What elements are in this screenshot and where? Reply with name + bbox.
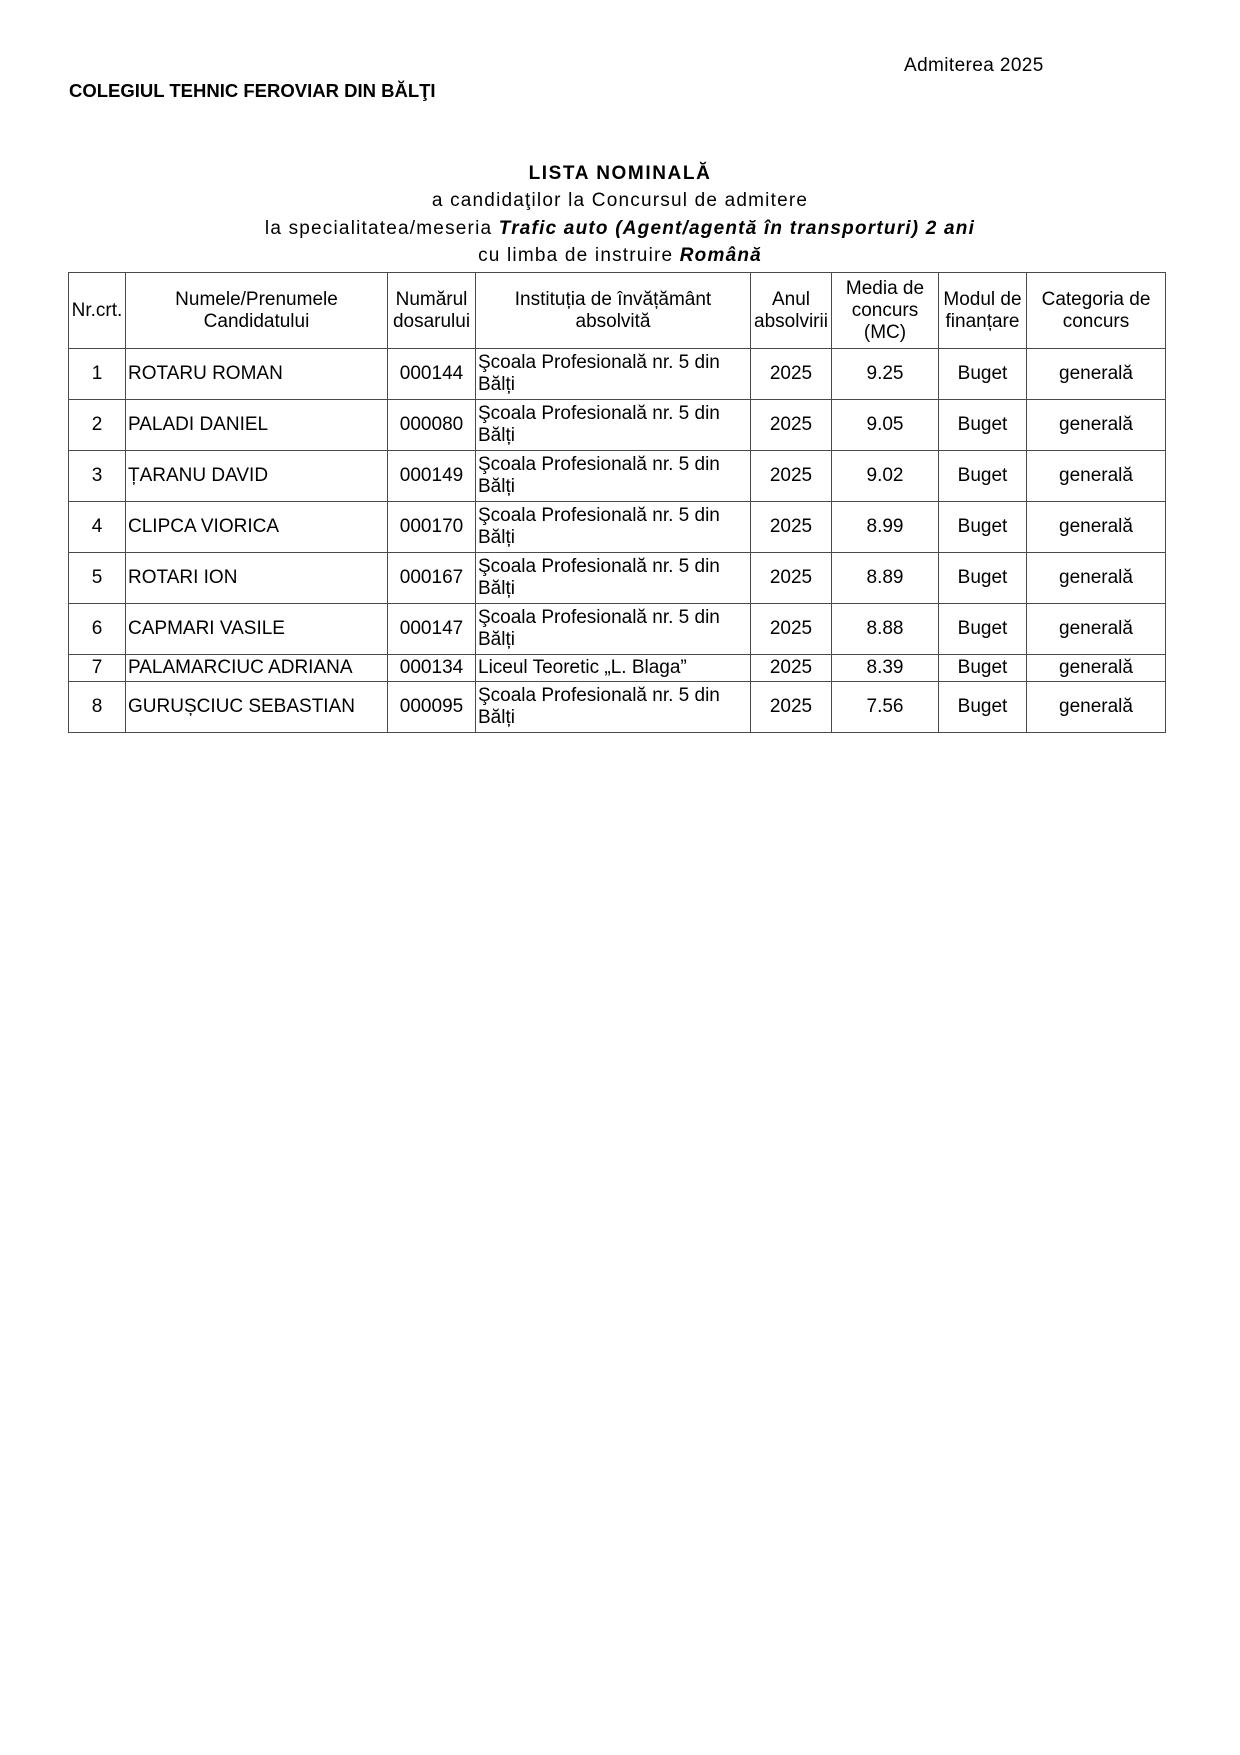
table-row <box>69 451 1166 502</box>
table-header-row <box>69 273 1166 349</box>
admission-year: Admiterea 2025 <box>904 55 1044 76</box>
table-row <box>69 604 1166 655</box>
cell-nr: 3 <box>69 451 126 502</box>
cell-category: generală <box>1027 553 1166 604</box>
cell-year: 2025 <box>751 682 832 733</box>
column-header: Numărul dosarului <box>388 273 476 349</box>
cell-nr: 7 <box>69 655 126 682</box>
cell-category: generală <box>1027 400 1166 451</box>
cell-mean: 8.39 <box>832 655 939 682</box>
cell-funding: Buget <box>939 553 1027 604</box>
cell-institution: Şcoala Profesională nr. 5 din Bălți <box>476 553 751 604</box>
cell-institution: Şcoala Profesională nr. 5 din Bălți <box>476 349 751 400</box>
cell-nr: 6 <box>69 604 126 655</box>
cell-nr: 1 <box>69 349 126 400</box>
cell-mean: 9.02 <box>832 451 939 502</box>
cell-category: generală <box>1027 655 1166 682</box>
cell-funding: Buget <box>939 349 1027 400</box>
cell-year: 2025 <box>751 553 832 604</box>
cell-funding: Buget <box>939 502 1027 553</box>
cell-name: GURUȘCIUC SEBASTIAN <box>126 682 388 733</box>
cell-name: CLIPCA VIORICA <box>126 502 388 553</box>
table-row <box>69 553 1166 604</box>
cell-mean: 8.88 <box>832 604 939 655</box>
column-header: Modul de finanțare <box>939 273 1027 349</box>
cell-institution: Liceul Teoretic „L. Blaga” <box>476 655 751 682</box>
cell-name: ȚARANU DAVID <box>126 451 388 502</box>
cell-name: PALADI DANIEL <box>126 400 388 451</box>
cell-institution: Şcoala Profesională nr. 5 din Bălți <box>476 502 751 553</box>
cell-year: 2025 <box>751 451 832 502</box>
cell-file: 000149 <box>388 451 476 502</box>
cell-nr: 5 <box>69 553 126 604</box>
cell-category: generală <box>1027 604 1166 655</box>
cell-name: ROTARI ION <box>126 553 388 604</box>
cell-file: 000080 <box>388 400 476 451</box>
cell-mean: 8.99 <box>832 502 939 553</box>
cell-funding: Buget <box>939 604 1027 655</box>
cell-category: generală <box>1027 502 1166 553</box>
column-header: Media de concurs (MC) <box>832 273 939 349</box>
cell-mean: 9.05 <box>832 400 939 451</box>
column-header: Nr.crt. <box>69 273 126 349</box>
cell-name: PALAMARCIUC ADRIANA <box>126 655 388 682</box>
cell-funding: Buget <box>939 451 1027 502</box>
cell-nr: 2 <box>69 400 126 451</box>
table-row <box>69 682 1166 733</box>
cell-year: 2025 <box>751 604 832 655</box>
column-header: Anul absolvirii <box>751 273 832 349</box>
cell-mean: 7.56 <box>832 682 939 733</box>
cell-year: 2025 <box>751 400 832 451</box>
college-name: COLEGIUL TEHNIC FEROVIAR DIN BĂLŢI <box>69 80 436 101</box>
cell-funding: Buget <box>939 655 1027 682</box>
cell-institution: Şcoala Profesională nr. 5 din Bălți <box>476 604 751 655</box>
language-line <box>0 245 1240 267</box>
table-row <box>69 502 1166 553</box>
cell-nr: 4 <box>69 502 126 553</box>
cell-mean: 9.25 <box>832 349 939 400</box>
table-row <box>69 655 1166 682</box>
cell-category: generală <box>1027 682 1166 733</box>
cell-year: 2025 <box>751 502 832 553</box>
column-header: Categoria de concurs <box>1027 273 1166 349</box>
candidates-table <box>68 272 1166 733</box>
cell-file: 000144 <box>388 349 476 400</box>
cell-funding: Buget <box>939 682 1027 733</box>
cell-year: 2025 <box>751 655 832 682</box>
document-title: LISTA NOMINALĂ <box>528 163 712 184</box>
cell-institution: Şcoala Profesională nr. 5 din Bălți <box>476 451 751 502</box>
cell-year: 2025 <box>751 349 832 400</box>
cell-file: 000095 <box>388 682 476 733</box>
cell-nr: 8 <box>69 682 126 733</box>
specialty-name: Trafic auto (Agent/agentă în transporturi) 2 ani <box>498 218 976 239</box>
language-prefix: cu limba de instruire <box>478 245 680 266</box>
table-row <box>69 349 1166 400</box>
document-subtitle: a candidaţilor la Concursul de admitere <box>431 190 809 211</box>
language-name: Română <box>679 245 762 266</box>
cell-file: 000147 <box>388 604 476 655</box>
cell-name: CAPMARI VASILE <box>126 604 388 655</box>
cell-category: generală <box>1027 451 1166 502</box>
cell-category: generală <box>1027 349 1166 400</box>
cell-funding: Buget <box>939 400 1027 451</box>
cell-name: ROTARU ROMAN <box>126 349 388 400</box>
cell-file: 000170 <box>388 502 476 553</box>
cell-institution: Şcoala Profesională nr. 5 din Bălți <box>476 400 751 451</box>
cell-mean: 8.89 <box>832 553 939 604</box>
specialty-prefix: la specialitatea/meseria <box>264 218 499 239</box>
column-header: Numele/Prenumele Candidatului <box>126 273 388 349</box>
cell-institution: Şcoala Profesională nr. 5 din Bălți <box>476 682 751 733</box>
cell-file: 000134 <box>388 655 476 682</box>
table-row <box>69 400 1166 451</box>
specialty-line <box>0 218 1240 240</box>
column-header: Instituția de învățământ absolvită <box>476 273 751 349</box>
cell-file: 000167 <box>388 553 476 604</box>
